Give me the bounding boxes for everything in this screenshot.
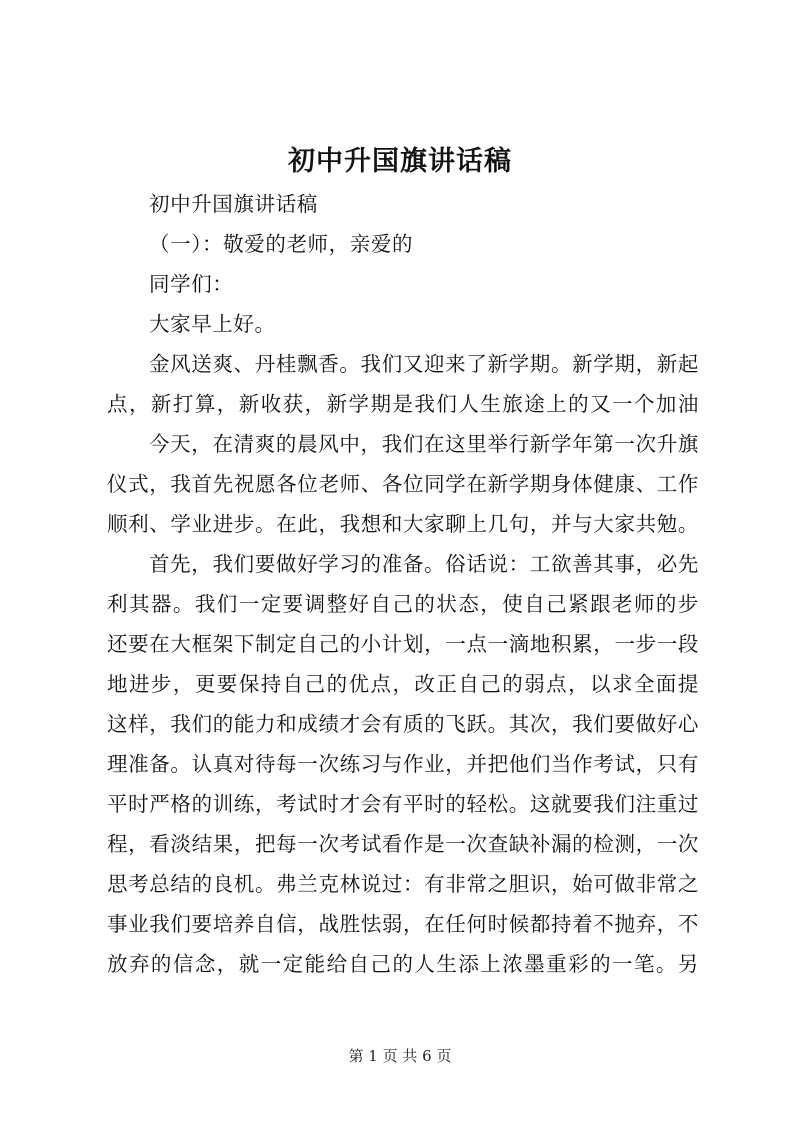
text-line: 仪式，我首先祝愿各位老师、各位同学在新学期身体健康、工作: [107, 472, 699, 496]
text-line: 事业我们要培养自信，战胜怯弱，在任何时候都持着不抛弃，不: [107, 912, 699, 936]
text-line: 金风送爽、丹桂飘香。我们又迎来了新学期。新学期，新起: [149, 352, 699, 376]
text-line: 程，看淡结果，把每一次考试看作是一次查缺补漏的检测，一次: [107, 832, 699, 856]
text-line: 平时严格的训练，考试时才会有平时的轻松。这就要我们注重过: [107, 792, 699, 816]
text-line: 点，新打算，新收获，新学期是我们人生旅途上的又一个加油: [107, 392, 699, 416]
text-line: 思考总结的良机。弗兰克林说过：有非常之胆识，始可做非常之: [107, 872, 699, 896]
text-line: 今天，在清爽的晨风中，我们在这里举行新学年第一次升旗: [149, 432, 699, 456]
text-line: 地进步，更要保持自己的优点，改正自己的弱点，以求全面提: [107, 672, 699, 696]
text-line: 这样，我们的能力和成绩才会有质的飞跃。其次，我们要做好心: [107, 712, 699, 736]
text-line: 初中升国旗讲话稿: [149, 192, 318, 216]
text-line: 首先，我们要做好学习的准备。俗话说：工欲善其事，必先: [149, 552, 699, 576]
text-line: 利其器。我们一定要调整好自己的状态，使自己紧跟老师的步: [107, 592, 699, 616]
page-footer: 第 1 页 共 6 页: [348, 1047, 452, 1065]
text-line: 还要在大框架下制定自己的小计划，一点一滴地积累，一步一段: [107, 632, 699, 656]
text-line: （一）：敬爱的老师，亲爱的: [149, 232, 414, 256]
document-body: [107, 184, 699, 984]
text-line: 同学们：: [149, 272, 234, 296]
text-line: 顺利、学业进步。在此，我想和大家聊上几句，并与大家共勉。: [107, 512, 699, 536]
text-line: 理准备。认真对待每一次练习与作业，并把他们当作考试，只有: [107, 752, 699, 776]
text-line: 放弃的信念，就一定能给自己的人生添上浓墨重彩的一笔。另: [107, 952, 699, 976]
text-line: 大家早上好。: [149, 312, 276, 336]
document-title: 初中升国旗讲话稿: [288, 146, 512, 177]
